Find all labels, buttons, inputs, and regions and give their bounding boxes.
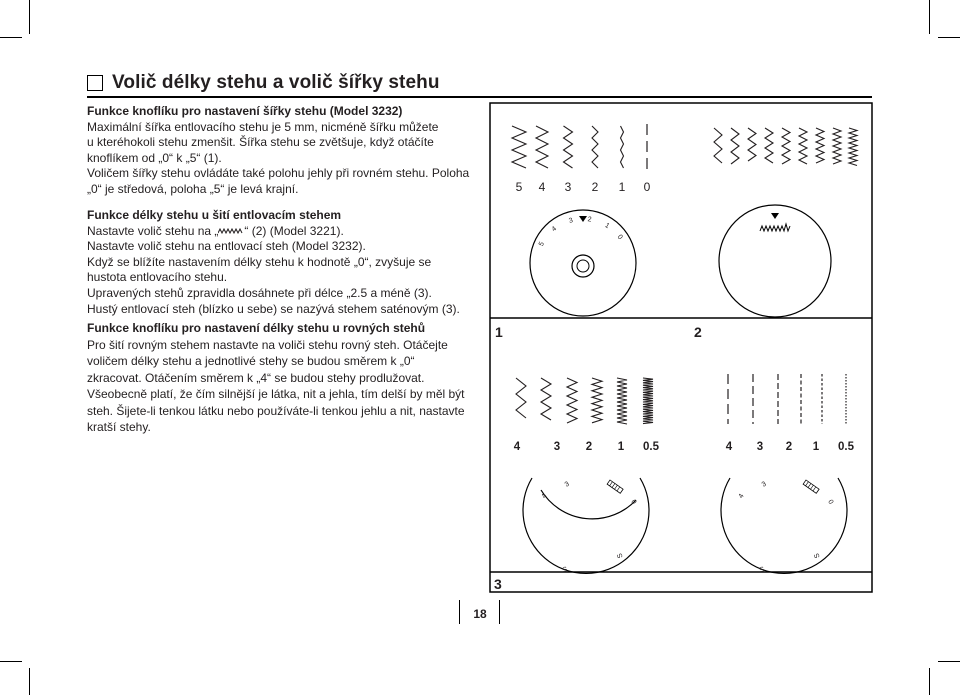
figure-label: 3 [553, 441, 561, 453]
figure-label: 0 [629, 498, 638, 506]
figure-label: 3 [568, 217, 574, 225]
length-dial-left [523, 478, 649, 573]
figure-label: 0 [643, 180, 651, 194]
width-labels [516, 180, 651, 194]
zigzag-stitch-sample [541, 378, 551, 420]
zigzag-stitch-sample [731, 128, 739, 164]
figure-label: 0 [826, 498, 835, 506]
figure-number: 1 [495, 324, 503, 340]
text-line: hustota entlovacího stehu. [87, 270, 228, 285]
figure-label: 1 [617, 441, 625, 453]
page-title: Volič délky stehu a volič šířky stehu [112, 72, 440, 93]
text-line: Všeobecně platí, že čím silnější je látka, nit a jehla, tím delší by měl být [87, 387, 465, 401]
zigzag-stitch-sample [643, 378, 653, 424]
text-line: steh. Šijete-li tenkou látku nebo používáte-li tenkou jehlu a nit, nastavte [87, 403, 465, 418]
figure-label: 4 [513, 441, 521, 453]
zigzag-length-samples [516, 378, 653, 424]
figure-label: S [758, 564, 765, 573]
zigzag-stitch-sample [617, 378, 627, 424]
figure-label: S [616, 552, 625, 559]
section-heading: Funkce knoflíku pro nastavení šířky stehu (Model 3232) [87, 104, 403, 118]
zigzag-stitch-icon [760, 224, 790, 231]
figure-label: 5 [515, 180, 523, 194]
figure-label: 4 [725, 441, 733, 453]
zigzag-stitch-sample [849, 128, 857, 166]
figure-label: 4 [550, 225, 559, 234]
zigzag-stitch-sample [516, 378, 526, 418]
figure-label: 3 [564, 180, 572, 194]
zigzag-stitch-sample [833, 128, 841, 164]
satin-stitch-icon [803, 480, 819, 493]
dial-pointer-icon [771, 213, 779, 219]
figure-label: 0 [615, 233, 624, 242]
figure-label: S [561, 564, 568, 573]
figure-label: 2 [591, 180, 599, 194]
text-line: u kteréhokoli stehu zmenšit. Šířka stehu se zvětšuje, když otáčíte [87, 135, 434, 150]
figure-label: 0.5 [643, 441, 659, 453]
length-dial-labels [541, 481, 835, 573]
figure-label: 2 [785, 441, 793, 453]
figure-label: 4 [538, 180, 546, 194]
figure-label: 3 [563, 480, 571, 489]
figure-label: 3 [756, 441, 764, 453]
text-line: zkracovat. Otáčením směrem k „4“ se budou stehy prodlužovat. [87, 370, 425, 385]
section-heading: Funkce délky stehu u šití entlovacím stehem [87, 208, 342, 222]
figure-label: 2 [585, 441, 593, 453]
length-labels [514, 441, 855, 453]
zigzag-stitch-sample [714, 128, 722, 163]
zigzag-stitch-sample [782, 128, 790, 164]
zigzag-stitch-sample [799, 128, 807, 164]
zigzag-stitch-sample [567, 378, 577, 423]
satin-stitch-icon [607, 480, 623, 493]
top-stitch-samples [512, 124, 647, 169]
figure-label: 4 [540, 492, 549, 500]
text-line: Maximální šířka entlovacího stehu je 5 mm, nicméně šířku můžete [87, 119, 439, 134]
zigzag-stitch-sample [592, 126, 598, 168]
figure-label: 3 [760, 480, 768, 489]
figure-label: 1 [812, 441, 820, 453]
figure-label: 5 [537, 240, 546, 248]
stitch-selector-dial [719, 205, 831, 317]
section-heading: Funkce knoflíku pro nastavení délky stehu u rovných stehů [87, 321, 426, 335]
page-number: 18 [473, 607, 487, 621]
zigzag-stitch-sample [592, 378, 602, 423]
figure-label: 4 [737, 492, 746, 500]
text-line: kratší stehy. [87, 420, 151, 434]
text-line: voličem délky stehu a jednotlivé stehy se budou směrem k „0“ [87, 354, 415, 368]
figure-label: 1 [618, 180, 626, 194]
zigzag-stitch-sample [536, 126, 548, 168]
figure-label: 2 [587, 216, 592, 224]
text-line: „0“ je středová, poloha „5“ je levá krajní. [87, 181, 299, 196]
figure-label: S [813, 552, 822, 559]
figure-label: 1 [603, 222, 611, 231]
straight-length-samples [728, 374, 846, 424]
zigzag-stitch-sample [621, 126, 624, 168]
text-line: Hustý entlovací steh (blízko u sebe) se nazývá stehem saténovým (3). [87, 301, 460, 316]
zigzag-stitch-sample [816, 128, 824, 163]
text-line: Upravených stehů zpravidla dosáhnete při délce „2.5 a méně (3). [87, 285, 432, 300]
text-fragment: Nastavte volič stehu na „ [87, 223, 219, 238]
dial-pointer-icon [579, 216, 587, 222]
zigzag-stitch-sample [512, 126, 526, 168]
figure-frame [490, 103, 872, 592]
satin-stitch-samples [714, 128, 857, 166]
zigzag-stitch-sample [748, 128, 756, 161]
zigzag-stitch-sample [564, 126, 573, 168]
text-fragment: “ (2) (Model 3221). [244, 223, 344, 238]
text-line: Voličem šířky stehu ovládáte také polohu jehly při rovném stehu. Poloha [87, 166, 470, 181]
figure-label: 0.5 [838, 441, 854, 453]
zigzag-stitch-sample [765, 128, 773, 163]
width-dial [530, 210, 636, 316]
figure-number: 2 [694, 324, 702, 340]
figure-number: 3 [494, 576, 502, 592]
text-line: Pro šití rovným stehem nastavte na voliči stehu rovný steh. Otáčejte [87, 337, 448, 352]
text-line: knoflíkem od „0“ k „5“ (1). [87, 150, 222, 165]
length-dial-right [721, 478, 847, 573]
text-line: Nastavte volič stehu na entlovací steh (Model 3232). [87, 239, 366, 254]
text-line: Když se blížíte nastavením délky stehu k hodnotě „0“, zvyšuje se [87, 254, 432, 269]
